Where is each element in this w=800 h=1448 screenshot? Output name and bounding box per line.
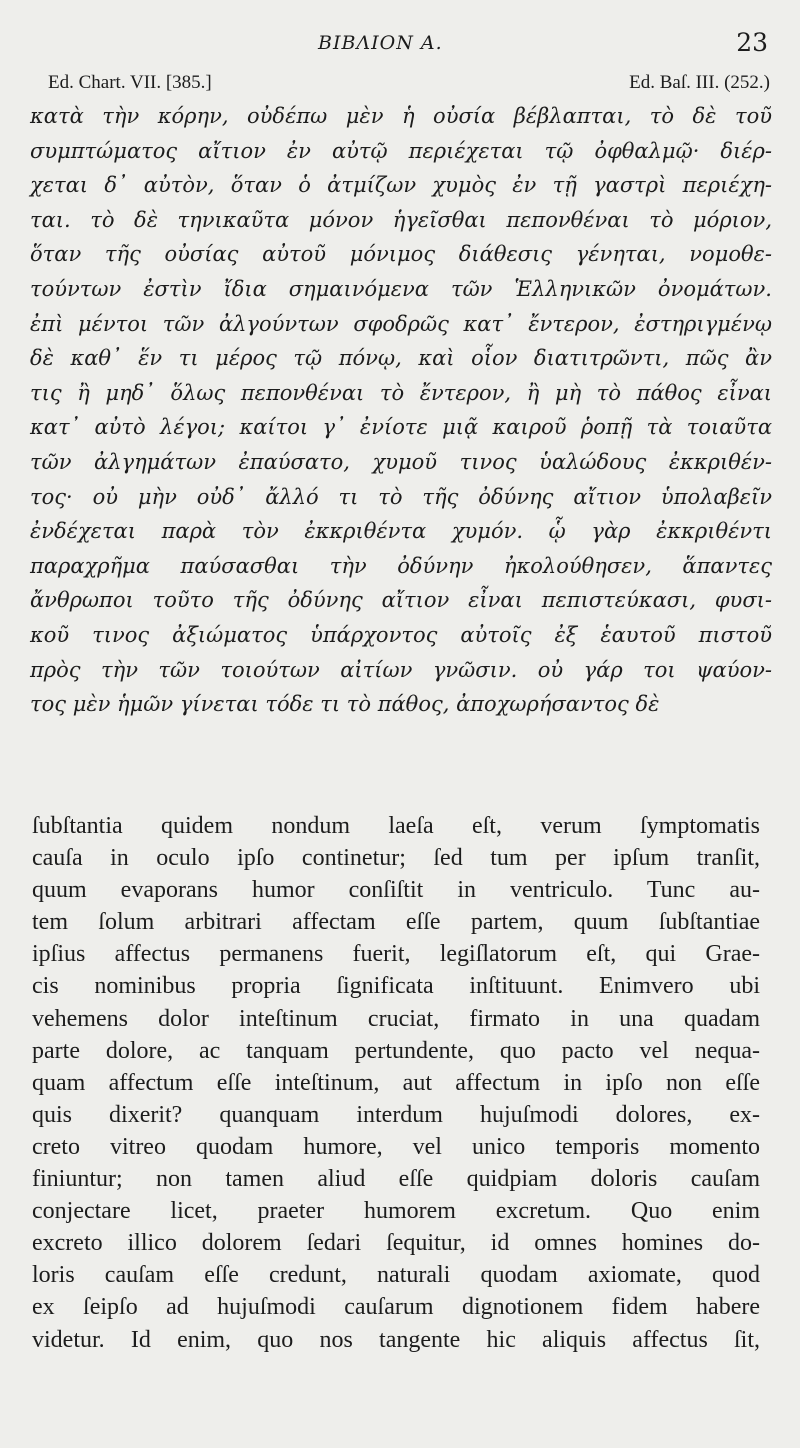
latin-text-line: ipſius affectus permanens fuerit, legiſlatorum eſt, qui Grae- [32,941,760,968]
greek-text-line: δὲ καθ᾽ ἕν τι μέρος τῷ πόνῳ, καὶ οἷον διατιτρῶντι, πῶς ἂν [30,346,772,371]
latin-text-line: quis dixerit? quanquam interdum hujuſmodi dolores, ex- [32,1101,760,1128]
edition-reference-chartier: Ed. Chart. VII. [385.] [48,72,212,93]
latin-text-line: conjectare licet, praeter humorem excretum. Quo enim [32,1198,760,1225]
greek-text-line: τος μὲν ἡμῶν γίνεται τόδε τι τὸ πάθος, ἀποχωρήσαντος δὲ [30,692,660,717]
latin-text-line: finiuntur; non tamen aliud eſſe quidpiam doloris cauſam [32,1166,760,1193]
latin-text-line: cauſa in oculo ipſo continetur; ſed tum per ipſum tranſit, [32,845,760,872]
greek-text-block [30,99,772,722]
latin-text-line: vehemens dolor inteſtinum cruciat, firmato in una quadam [32,1005,760,1032]
greek-text-line: κοῦ τινος ἀξιώματος ὑπάρχοντος αὐτοῖς ἐξ ἑαυτοῦ πιστοῦ [30,622,772,647]
greek-text-line: ἄνθρωποι τοῦτο τῆς ὀδύνης αἴτιον εἶναι πεπιστεύκασι, φυσι- [30,588,772,613]
greek-text-line: ἐνδέχεται παρὰ τὸν ἐκκριθέντα χυμόν. ᾧ γὰρ ἐκκριθέντι [30,519,772,544]
latin-text-line: cis nominibus propria ſignificata inſtituunt. Enimvero ubi [32,973,760,1000]
greek-text-line: κατ᾽ αὐτὸ λέγοι; καίτοι γ᾽ ἐνίοτε μιᾷ καιροῦ ῥοπῇ τὰ τοιαῦτα [30,415,772,440]
greek-text-line: τούντων ἐστὶν ἴδια σημαινόμενα τῶν Ἑλληνικῶν ὀνομάτων. [30,276,772,301]
greek-text-line: συμπτώματος αἴτιον ἐν αὐτῷ περιέχεται τῷ ὀφθαλμῷ· διέρ- [30,138,772,163]
greek-text-line: τος· οὐ μὴν οὐδ᾽ ἄλλό τι τὸ τῆς ὀδύνης αἴτιον ὑπολαβεῖν [30,484,772,509]
greek-text-line: τῶν ἀλγημάτων ἐπαύσατο, χυμοῦ τινος ὑαλώδους ἐκκριθέν- [30,449,772,474]
latin-text-line: quam affectum eſſe inteſtinum, aut affectum in ipſo non eſſe [32,1069,760,1096]
greek-text-line: ὅταν τῆς οὐσίας αὐτοῦ μόνιμος διάθεσις γένηται, νομοθε- [30,242,772,267]
greek-text-line: παραχρῆμα παύσασθαι τὴν ὀδύνην ἠκολούθησεν, ἅπαντες [30,553,772,578]
latin-text-line: videtur. Id enim, quo nos tangente hic aliquis affectus ſit, [32,1326,760,1353]
greek-text-line: τις ἢ μηδ᾽ ὅλως πεπονθέναι τὸ ἔντερον, ἢ μὴ τὸ πάθος εἶναι [30,380,772,405]
latin-text-line: quum evaporans humor conſiſtit in ventriculo. Tunc au- [32,877,760,904]
latin-text-block [32,810,760,1356]
greek-text-line: ται. τὸ δὲ τηνικαῦτα μόνον ἡγεῖσθαι πεπονθέναι τὸ μόριον, [30,207,772,232]
latin-text-line: ex ſeipſo ad hujuſmodi cauſarum dignotionem fidem habere [32,1294,760,1321]
latin-text-line: ſubſtantia quidem nondum laeſa eſt, verum ſymptomatis [32,813,760,839]
greek-text-line: ἐπὶ μέντοι τῶν ἀλγούντων σφοδρῶς κατ᾽ ἔντερον, ἐστηριγμένῳ [30,311,772,336]
greek-text-line: κατὰ τὴν κόρην, οὐδέπω μὲν ἡ οὐσία βέβλαπται, τὸ δὲ τοῦ [30,104,772,128]
latin-text-line: excreto illico dolorem ſedari ſequitur, id omnes homines do- [32,1230,760,1257]
greek-text-line: χεται δ᾽ αὐτὸν, ὅταν ὁ ἀτμίζων χυμὸς ἐν τῇ γαστρὶ περιέχη- [30,173,772,198]
latin-text-line: tem ſolum arbitrari affectam eſſe partem, quum ſubſtantiae [32,909,760,936]
latin-text-line: loris cauſam eſſe credunt, naturali quodam axiomate, quod [32,1262,760,1289]
greek-text-line: πρὸς τὴν τῶν τοιούτων αἰτίων γνῶσιν. οὐ γάρ τοι ψαύον- [30,657,772,682]
latin-text-line: creto vitreo quodam humore, vel unico temporis momento [32,1133,760,1160]
book-title: BIBΛΙΟΝ Α. [318,32,443,54]
page-number: 23 [736,28,768,57]
latin-text-line: parte dolore, ac tanquam pertundente, quo pacto vel nequa- [32,1037,760,1064]
running-head [0,28,800,68]
edition-reference-basel: Ed. Baſ. III. (252.) [629,72,770,93]
